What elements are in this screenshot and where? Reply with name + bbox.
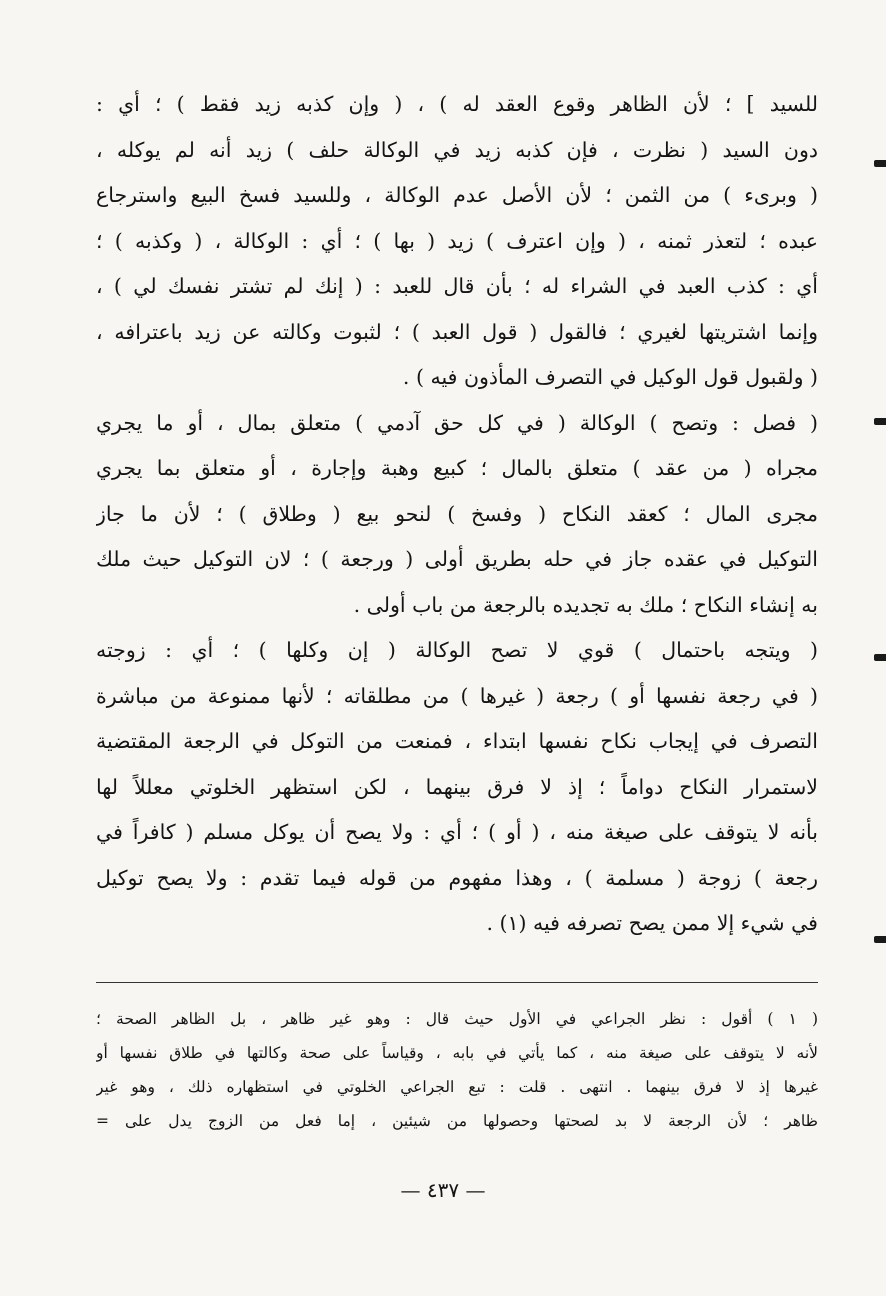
text-line: في شيء إلا ممن يصح تصرفه فيه (١) .: [486, 911, 818, 935]
binding-mark: [874, 160, 886, 167]
text-line: دون السيد ( نظرت ، فإن كذبه زيد في الوكالة حلف ) زيد أنه لم يوكله ،: [96, 137, 818, 162]
text-line: به إنشاء النكاح ؛ ملك به تجديده بالرجعة من باب أولى .: [353, 592, 818, 617]
text-line: ( وبرىء ) من الثمن ؛ لأن الأصل عدم الوكالة ، وللسيد فسخ البيع واسترجاع: [96, 183, 818, 207]
text-line: للسيد ] ؛ لأن الظاهر وقوع العقد له ) ، ( وإن كذبه زيد فقط ) ؛ أي :: [96, 92, 818, 116]
text-line: مجرى المال ؛ كعقد النكاح ( وفسخ ) لنحو بيع ( وطلاق ) ؛ لأن ما جاز: [96, 501, 818, 526]
main-text: [96, 82, 818, 947]
text-line: عبده ؛ لتعذر ثمنه ، ( وإن اعترف ) زيد ( بها ) ؛ أي : الوكالة ، ( وكذبه ) ؛: [96, 228, 818, 253]
text-line: أي : كذب العبد في الشراء له ؛ بأن قال للعبد : ( إنك لم تشتر نفسك لي ) ،: [96, 274, 818, 298]
binding-mark: [874, 936, 886, 943]
text-line: رجعة ) زوجة ( مسلمة ) ، وهذا مفهوم من قوله فيما تقدم : ولا يصح توكيل: [96, 865, 818, 890]
text-line: وإنما اشتريتها لغيري ؛ فالقول ( قول العبد ) ؛ لثبوت وكالته عن زيد باعترافه ،: [96, 319, 818, 344]
binding-mark: [874, 654, 886, 661]
footnote-line: غيرها إذ لا فرق بينهما . انتهى . قلت : تبع الجراعي الخلوتي في استظهاره ذلك ، وهو غير: [96, 1078, 818, 1096]
binding-mark: [874, 418, 886, 425]
text-line: ( ولقبول قول الوكيل في التصرف المأذون فيه ) .: [402, 365, 818, 389]
text-line: ( ويتجه باحتمال ) قوي لا تصح الوكالة ( إن وكلها ) ؛ أي : زوجته: [96, 638, 818, 662]
text-line: التصرف في إيجاب نكاح نفسها ابتداء ، فمنعت من التوكل في الرجعة المقتضية: [96, 729, 818, 753]
page-number: — ٤٣٧ —: [400, 1178, 486, 1202]
footnotes: [96, 1002, 818, 1138]
text-line: التوكيل في عقده جاز في حله بطريق أولى ( ورجعة ) ؛ لان التوكيل حيث ملك: [96, 547, 818, 571]
footnote-line: لأنه لا يتوقف على صيغة منه ، كما يأتي في بابه ، وقياساً على صحة وكالتها في طلاق نفسها أو: [96, 1044, 818, 1062]
text-line: بأنه لا يتوقف على صيغة منه ، ( أو ) ؛ أي : ولا يصح أن يوكل مسلم ( كافراً في: [96, 820, 818, 844]
text-line: ( فصل : وتصح ) الوكالة ( في كل حق آدمي ) متعلق بمال ، أو ما يجري: [96, 410, 818, 435]
text-line: لاستمرار النكاح دواماً ؛ إذ لا فرق بينهما ، لكن استظهر الخلوتي معللاً لها: [96, 774, 818, 799]
footnote-separator: [96, 982, 818, 983]
text-line: مجراه ( من عقد ) متعلق بالمال ؛ كبيع وهبة وإجارة ، أو متعلق بما يجري: [96, 456, 818, 480]
footnote-line: ظاهر ؛ لأن الرجعة لا بد لصحتها وحصولها من شيئين ، إما فعل من الزوج يدل على =: [96, 1112, 818, 1130]
text-line: ( في رجعة نفسها أو ) رجعة ( غيرها ) من مطلقاته ؛ لأنها ممنوعة من مباشرة: [96, 683, 818, 708]
footnote-line: ( ١ ) أقول : نظر الجراعي في الأول حيث قال : وهو غير ظاهر ، بل الظاهر الصحة ؛: [96, 1010, 818, 1028]
